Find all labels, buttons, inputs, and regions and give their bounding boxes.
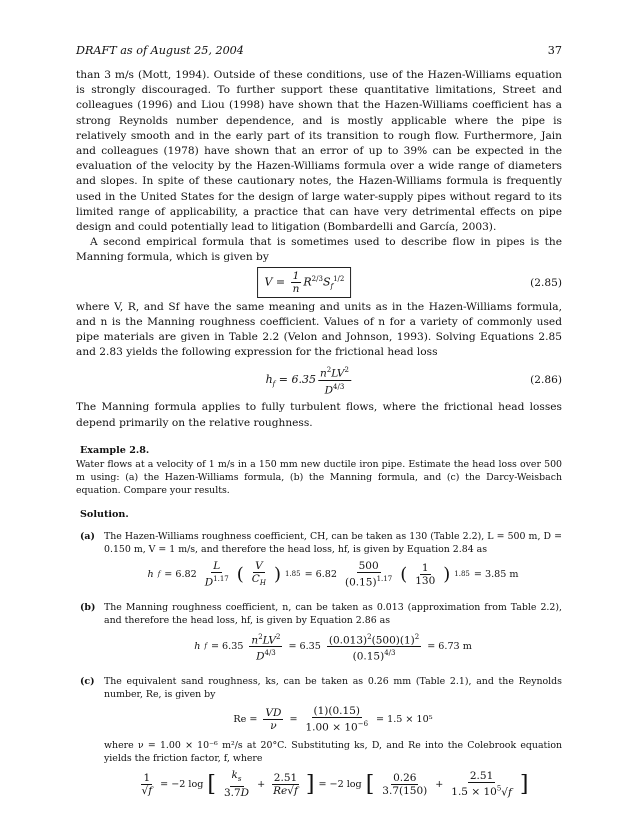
paragraph-1: than 3 m/s (Mott, 1994). Outside of these conditions, use of the Hazen-Williams equation is strongly discouraged. To further support these quantitative limitations, Street and colleagues (1996) and Liou (1998) have shown that the Hazen-Williams coefficient has a strong Reynolds number dependence, and is mostly applicable where the pipe is relatively smooth and in the early part of its transition to rough flow. Furthermore, Jain and colleagues (1978) have shown that an error of up to 39% can be expected in the evaluation of the velocity by the Hazen-Williams formula over a wide range of diameters and slopes. In spite of these cautionary notes, the Hazen-Williams formula is frequently used in the United States for the design of large water-supply pipes without regard to its limited range of applicability, a practice that can have very detrimental effects on pipe design and could potentially lead to litigation (Bombardelli and García, 2003).	[76, 69, 562, 234]
part-a-label: (a)	[80, 530, 95, 542]
part-b-label: (b)	[80, 601, 96, 613]
example-text: Water flows at a velocity of 1 m/s in a 150 mm new ductile iron pipe. Estimate the head loss over 500 m using: (a) the Hazen-Williams formula, (b) the Manning formula, and (c) the Darcy-Weisbach equation. Compare your results.	[76, 458, 562, 496]
part-c-label: (c)	[80, 675, 95, 687]
solution-part-b	[76, 601, 562, 669]
paragraph-4: The Manning formula applies to fully turbulent flows, where the frictional head losses depend primarily on the relative roughness.	[76, 401, 562, 429]
paragraph-3: where V, R, and Sf have the same meaning and units as in the Hazen-Williams formula, and n is the Manning roughness coefficient. Values of n for a variety of commonly used pipe materials are given in Table 2.2 (Velon and Johnson, 1993). Solving Equations 2.85 and 2.83 yields the following expression for the frictional head loss	[76, 300, 562, 359]
reynolds-equation: Re = $\frac{VD}{\nu}$ = $\frac{(1)(0.15)}{1.00 \times 10^{-6}}$ = 1.5 × 10⁵	[233, 704, 433, 734]
header-title: DRAFT as of August 25, 2004	[76, 44, 244, 57]
reynolds-result: = 1.5 × 10⁵	[376, 713, 433, 725]
equation-2-86	[76, 360, 562, 400]
solution-part-a	[76, 530, 562, 595]
part-b-equation: h f = 6.35 $\frac{n^2LV^2}{D^{4/3}}$ = 6.35 $\frac{(0.013)^2(500)(1)^2}{(0.15)^{4/3}}$ = 6.73 m	[194, 632, 472, 663]
solution-part-c	[76, 675, 562, 805]
part-c-text: The equivalent sand roughness, ks, can be taken as 0.26 mm (Table 2.1), and the Reynolds number, Re, is given by	[104, 675, 562, 700]
page-header	[76, 44, 562, 60]
solution-title: Solution.	[80, 508, 129, 520]
part-a-equation: h f = 6.82 $\frac{L}{D^{1.17}}$ ( $\frac{V}{C_H}$ ) 1.85 = 6.82 $\frac{500}{(0.15)^{1.17}}$ ( $\frac{1}{130}$ ) 1.85 = 3.85 m	[147, 559, 519, 589]
part-a-result: = 3.85 m	[473, 568, 519, 580]
paragraph-2: A second empirical formula that is sometimes used to describe flow in pipes is the Manning formula, which is given by	[76, 236, 562, 264]
part-c-text-2: where ν = 1.00 × 10⁻⁶ m²/s at 20°C. Substituting ks, D, and Re into the Colebrook equation yields the friction factor, f, where	[104, 740, 562, 765]
head-loss-formula: $h_f = 6.35$ $\frac{n^2LV^2}{D^{4/3}}$	[265, 366, 349, 397]
colebrook-equation: $\frac{1}{√f}$ = −2 log [ $\frac{k_s}{3.7D}$ + $\frac{2.51}{Re√f}$ ] = −2 log [ $\frac{0.26}{3.7(150)}$ + $\frac{2.51}{1.5 \times 10^5√f}$ ]	[141, 769, 529, 799]
part-b-result: = 6.73 m	[427, 641, 472, 653]
equation-number-2-86: (2.86)	[530, 374, 562, 387]
part-a-text: The Hazen-Williams roughness coefficient, CH, can be taken as 130 (Table 2.2), L = 500 m, D = 0.150 m, V = 1 m/s, and therefore the head loss, hf, is given by Equation 2.84 as	[104, 530, 562, 555]
equation-2-85	[76, 266, 562, 300]
manning-formula: V = $\frac{1}{n}$ $R^{2/3}S_f^{1/2}$	[257, 267, 351, 298]
page-number: 37	[547, 44, 562, 57]
part-b-text: The Manning roughness coefficient, n, can be taken as 0.013 (approximation from Table 2.2), and therefore the head loss, hf, is given by Equation 2.86 as	[104, 601, 562, 626]
example-title: Example 2.8.	[80, 444, 150, 456]
equation-number-2-85: (2.85)	[530, 276, 562, 289]
